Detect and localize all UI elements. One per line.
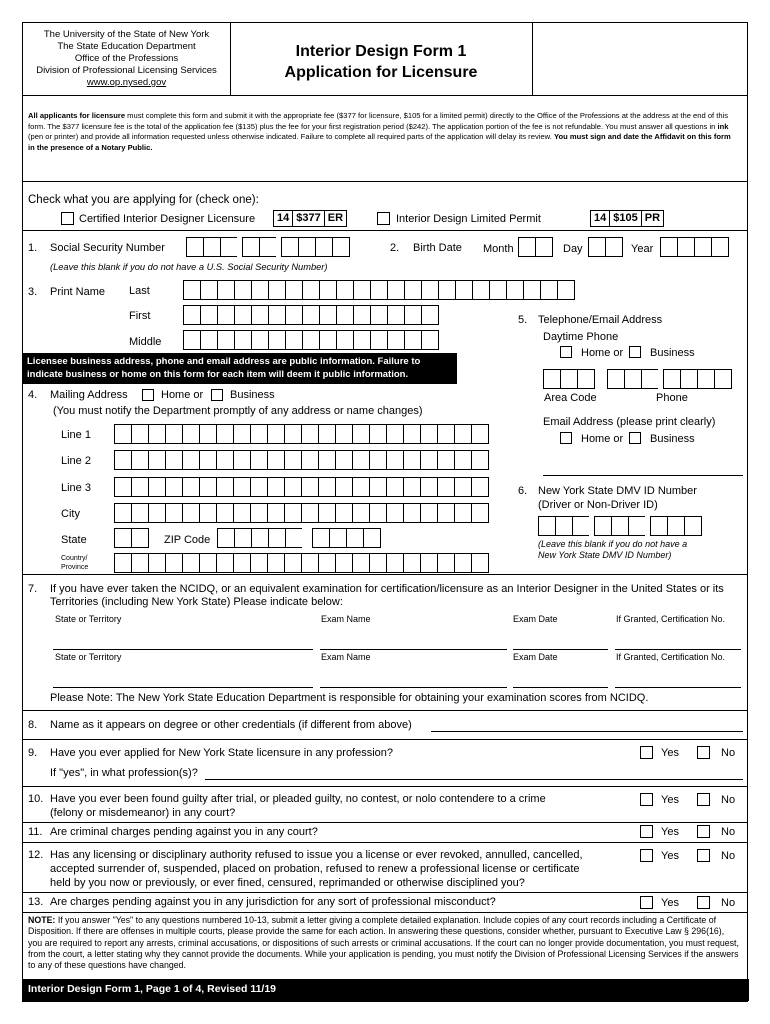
- q7-text: If you have ever taken the NCIDQ, or an equivalent examination for certification/licensure as an Interior Designer in the United States or its Territories (including New York State) Please indicate below:: [50, 583, 724, 608]
- licensure-option-label: Certified Interior Designer Licensure: [79, 213, 256, 225]
- q1-number: 1.: [28, 242, 38, 254]
- q12-text2: accepted surrender of, suspended, placed on probation, refused to renew a professional license or certificate: [50, 863, 580, 875]
- phone-business-checkbox[interactable]: [629, 346, 641, 358]
- intro-body2: (pen or printer) and provide all information requested unless otherwise indicated. Failure to complete all required parts of the application will delay its review.: [28, 132, 554, 142]
- phone-business-label: Business: [650, 347, 695, 359]
- q10-no-label: No: [721, 794, 736, 806]
- mailing-home-label: Home or: [161, 389, 204, 401]
- exam-col-cert: If Granted, Certification No.: [616, 614, 726, 624]
- q11-yes-label: Yes: [661, 826, 679, 838]
- q2-number: 2.: [390, 242, 400, 254]
- email-input[interactable]: [543, 475, 743, 476]
- apply-prompt: Check what you are applying for (check one):: [28, 194, 259, 206]
- fee-amount: $105: [609, 210, 641, 227]
- q7-note: Please Note: The New York State Education Department is responsible for obtaining your examination scores from NCIDQ.: [50, 692, 649, 704]
- city-label: City: [61, 508, 80, 520]
- country-label-line2: Province: [61, 564, 89, 571]
- fee-type: ER: [324, 210, 347, 227]
- org-line: Division of Professional Licensing Services: [36, 65, 217, 76]
- q13-no-label: No: [721, 897, 736, 909]
- city-input[interactable]: [114, 503, 488, 523]
- birth-day-input[interactable]: [588, 237, 622, 257]
- middle-name-label: Middle: [129, 336, 162, 348]
- exam-col-name: Exam Name: [321, 614, 371, 624]
- q12-text3: held by you now or previously, or ever fined, censured, reprimanded or otherwise disciplined you?: [50, 877, 525, 889]
- exam2-name-input[interactable]: [320, 687, 507, 688]
- title-line1: Interior Design Form 1: [295, 43, 467, 60]
- q11-no-checkbox[interactable]: [697, 825, 710, 838]
- q5-number: 5.: [518, 314, 528, 326]
- area-code-label: Area Code: [544, 392, 597, 404]
- last-name-label: Last: [129, 285, 150, 297]
- q1-label: Social Security Number: [50, 242, 165, 254]
- q12-no-checkbox[interactable]: [697, 849, 710, 862]
- phone-home-label: Home or: [581, 347, 624, 359]
- q13-number: 13.: [28, 896, 44, 908]
- form-title: [230, 41, 532, 83]
- q12-yes-checkbox[interactable]: [640, 849, 653, 862]
- intro-text: [28, 111, 733, 154]
- country-input[interactable]: [114, 553, 488, 573]
- phone-home-checkbox[interactable]: [560, 346, 572, 358]
- birth-year-input[interactable]: [660, 237, 728, 257]
- exam2-date-input[interactable]: [513, 687, 608, 688]
- email-home-label: Home or: [581, 433, 624, 445]
- org-line: Office of the Professions: [74, 53, 179, 64]
- email-home-checkbox[interactable]: [560, 432, 572, 444]
- q12-no-label: No: [721, 850, 736, 862]
- q10-text2: (felony or misdemeanor) in any court?: [50, 807, 236, 819]
- address-line1-input[interactable]: [114, 424, 488, 444]
- q13-yes-checkbox[interactable]: [640, 896, 653, 909]
- org-block: [23, 29, 230, 89]
- zip-label: ZIP Code: [164, 534, 211, 546]
- zip-input[interactable]: [217, 528, 380, 548]
- email-business-checkbox[interactable]: [629, 432, 641, 444]
- last-name-input[interactable]: [183, 280, 574, 300]
- org-url-link[interactable]: www.op.nysed.gov: [86, 77, 167, 88]
- q11-no-label: No: [721, 826, 736, 838]
- q12-text: Has any licensing or disciplinary authority refused to issue you a license or ever revoked, annulled, cancelled,: [50, 849, 583, 861]
- line3-label: Line 3: [61, 482, 91, 494]
- q13-no-checkbox[interactable]: [697, 896, 710, 909]
- org-line: The State Education Department: [57, 41, 196, 52]
- q9-no-checkbox[interactable]: [697, 746, 710, 759]
- profession-input[interactable]: [205, 779, 743, 780]
- intro-bold-start: All applicants for licensure: [28, 111, 126, 120]
- form-page: [22, 22, 748, 1002]
- answer-note: [28, 915, 740, 971]
- birth-month-input[interactable]: [518, 237, 552, 257]
- phone-label: Phone: [656, 392, 688, 404]
- footer-text: Interior Design Form 1, Page 1 of 4, Revised 11/19: [28, 983, 277, 995]
- q10-no-checkbox[interactable]: [697, 793, 710, 806]
- country-label: [61, 554, 88, 572]
- permit-fee-code: [590, 210, 663, 227]
- exam-col-date: Exam Date: [513, 652, 558, 662]
- mailing-home-checkbox[interactable]: [142, 389, 154, 401]
- q9-text: Have you ever applied for New York State licensure in any profession?: [50, 747, 394, 759]
- exam-col-cert: If Granted, Certification No.: [616, 652, 726, 662]
- q3-number: 3.: [28, 286, 38, 298]
- fee-amount: $377: [292, 210, 324, 227]
- q9-number: 9.: [28, 747, 38, 759]
- q9-sub: If "yes", in what profession(s)?: [50, 767, 198, 779]
- dmv-id-input[interactable]: [538, 516, 701, 536]
- q13-yes-label: Yes: [661, 897, 679, 909]
- year-label: Year: [631, 243, 654, 255]
- intro-bold-ink: ink: [717, 121, 729, 131]
- note-text: If you answer "Yes" to any questions numbered 10-13, submit a letter giving a complete detailed explanation. Include copies of any court records including a Certificate of Disposition. If there are offenses in multiple courts, please provide the same for each action. In answering these questions, consider whether, pursuant to Executive Law § 296(16), you are required to report any arrests, criminal accusations, or dispositions of such arrests or criminal accusations. If the court can no longer provide documentation, you must request, from the court, a letter stating why they cannot provide the documents. While your application is pending, you must notify the Division of Professional Licensing Services if the answers to any of these questions have changed.: [28, 915, 739, 971]
- q6-note-line1: (Leave this blank if you do not have a: [538, 539, 688, 549]
- q13-text: Are charges pending against you in any jurisdiction for any sort of professional misconduct?: [50, 896, 496, 908]
- state-input[interactable]: [114, 528, 148, 548]
- exam1-cert-input[interactable]: [615, 649, 741, 650]
- address-line3-input[interactable]: [114, 477, 488, 497]
- exam1-name-input[interactable]: [320, 649, 507, 650]
- q6-label: New York State DMV ID Number: [538, 485, 697, 497]
- q10-text: Have you ever been found guilty after trial, or pleaded guilty, no contest, or nolo contendere to a crime: [50, 793, 546, 805]
- phone-number-input[interactable]: [607, 369, 731, 389]
- exam1-state-input[interactable]: [53, 649, 313, 650]
- first-name-label: First: [129, 310, 151, 322]
- intro-body: must complete this form and submit it with the appropriate fee ($377 for licensure, $105 for a limited permit) directly to the Office of the Professions at the address at the end of this form. The $377 licensure fee is the total of the application fee ($135) plus the fee for your first registration period ($242). The application portion of the fee is not refundable. You must answer all questions in: [28, 111, 729, 131]
- q8-number: 8.: [28, 719, 38, 731]
- q7-number: 7.: [28, 583, 38, 595]
- exam2-cert-input[interactable]: [615, 687, 741, 688]
- q9-no-label: No: [721, 747, 736, 759]
- address-line2-input[interactable]: [114, 450, 488, 470]
- q6-number: 6.: [518, 485, 528, 497]
- daytime-phone-label: Daytime Phone: [543, 331, 619, 343]
- fee-type: PR: [641, 210, 664, 227]
- email-label: Email Address (please print clearly): [543, 416, 716, 428]
- q6-note: [538, 539, 687, 561]
- day-label: Day: [563, 243, 583, 255]
- line2-label: Line 2: [61, 455, 91, 467]
- note-label: NOTE:: [28, 915, 56, 925]
- month-label: Month: [483, 243, 514, 255]
- q5-label: Telephone/Email Address: [538, 314, 663, 326]
- q4-note: (You must notify the Department promptly of any address or name changes): [53, 405, 423, 417]
- credential-name-input[interactable]: [431, 731, 743, 732]
- line1-label: Line 1: [61, 429, 91, 441]
- exam-col-state: State or Territory: [55, 652, 122, 662]
- title-line2: Application for Licensure: [284, 64, 478, 81]
- intro-bold-end: You must sign and date the Affidavit on this form in the presence of a Notary Public.: [28, 132, 731, 153]
- first-name-input[interactable]: [183, 305, 438, 325]
- exam-col-state: State or Territory: [55, 614, 122, 624]
- footer-bar: [23, 979, 749, 1001]
- ssn-input[interactable]: [186, 237, 349, 257]
- q10-yes-label: Yes: [661, 794, 679, 806]
- q12-number: 12.: [28, 849, 44, 861]
- q8-text: Name as it appears on degree or other credentials (if different from above): [50, 719, 412, 731]
- exam-col-name: Exam Name: [321, 652, 371, 662]
- q10-yes-checkbox[interactable]: [640, 793, 653, 806]
- q3-label: Print Name: [50, 286, 106, 298]
- limited-permit-option-label: Interior Design Limited Permit: [396, 213, 541, 225]
- q9-yes-checkbox[interactable]: [640, 746, 653, 759]
- licensure-checkbox[interactable]: [61, 212, 74, 225]
- exam-col-date: Exam Date: [513, 614, 558, 624]
- q6-label2: (Driver or Non-Driver ID): [538, 499, 658, 511]
- licensure-fee-code: [273, 210, 346, 227]
- org-line: The University of the State of New York: [43, 29, 210, 40]
- q4-number: 4.: [28, 389, 38, 401]
- fee-code: 14: [273, 210, 293, 227]
- q11-number: 11.: [28, 826, 43, 838]
- q4-label: Mailing Address: [50, 389, 128, 401]
- q2-label: Birth Date: [413, 242, 462, 254]
- q1-note: (Leave this blank if you do not have a U.S. Social Security Number): [50, 262, 328, 272]
- mailing-business-checkbox[interactable]: [211, 389, 223, 401]
- exam1-date-input[interactable]: [513, 649, 608, 650]
- fee-code: 14: [590, 210, 610, 227]
- mailing-business-label: Business: [230, 389, 275, 401]
- country-label-line1: Country/: [61, 555, 88, 562]
- q6-note-line2: New York State DMV ID Number): [538, 550, 672, 560]
- q12-yes-label: Yes: [661, 850, 679, 862]
- q11-yes-checkbox[interactable]: [640, 825, 653, 838]
- q11-text: Are criminal charges pending against you in any court?: [50, 826, 318, 838]
- area-code-input[interactable]: [543, 369, 594, 389]
- q10-number: 10.: [28, 793, 44, 805]
- exam2-state-input[interactable]: [53, 687, 313, 688]
- public-info-notice: Licensee business address, phone and email address are public information. Failure to indicate business or home on this form for each item will deem it public information.: [23, 353, 457, 384]
- state-label: State: [61, 534, 87, 546]
- email-business-label: Business: [650, 433, 695, 445]
- limited-permit-checkbox[interactable]: [377, 212, 390, 225]
- q9-yes-label: Yes: [661, 747, 679, 759]
- middle-name-input[interactable]: [183, 330, 438, 350]
